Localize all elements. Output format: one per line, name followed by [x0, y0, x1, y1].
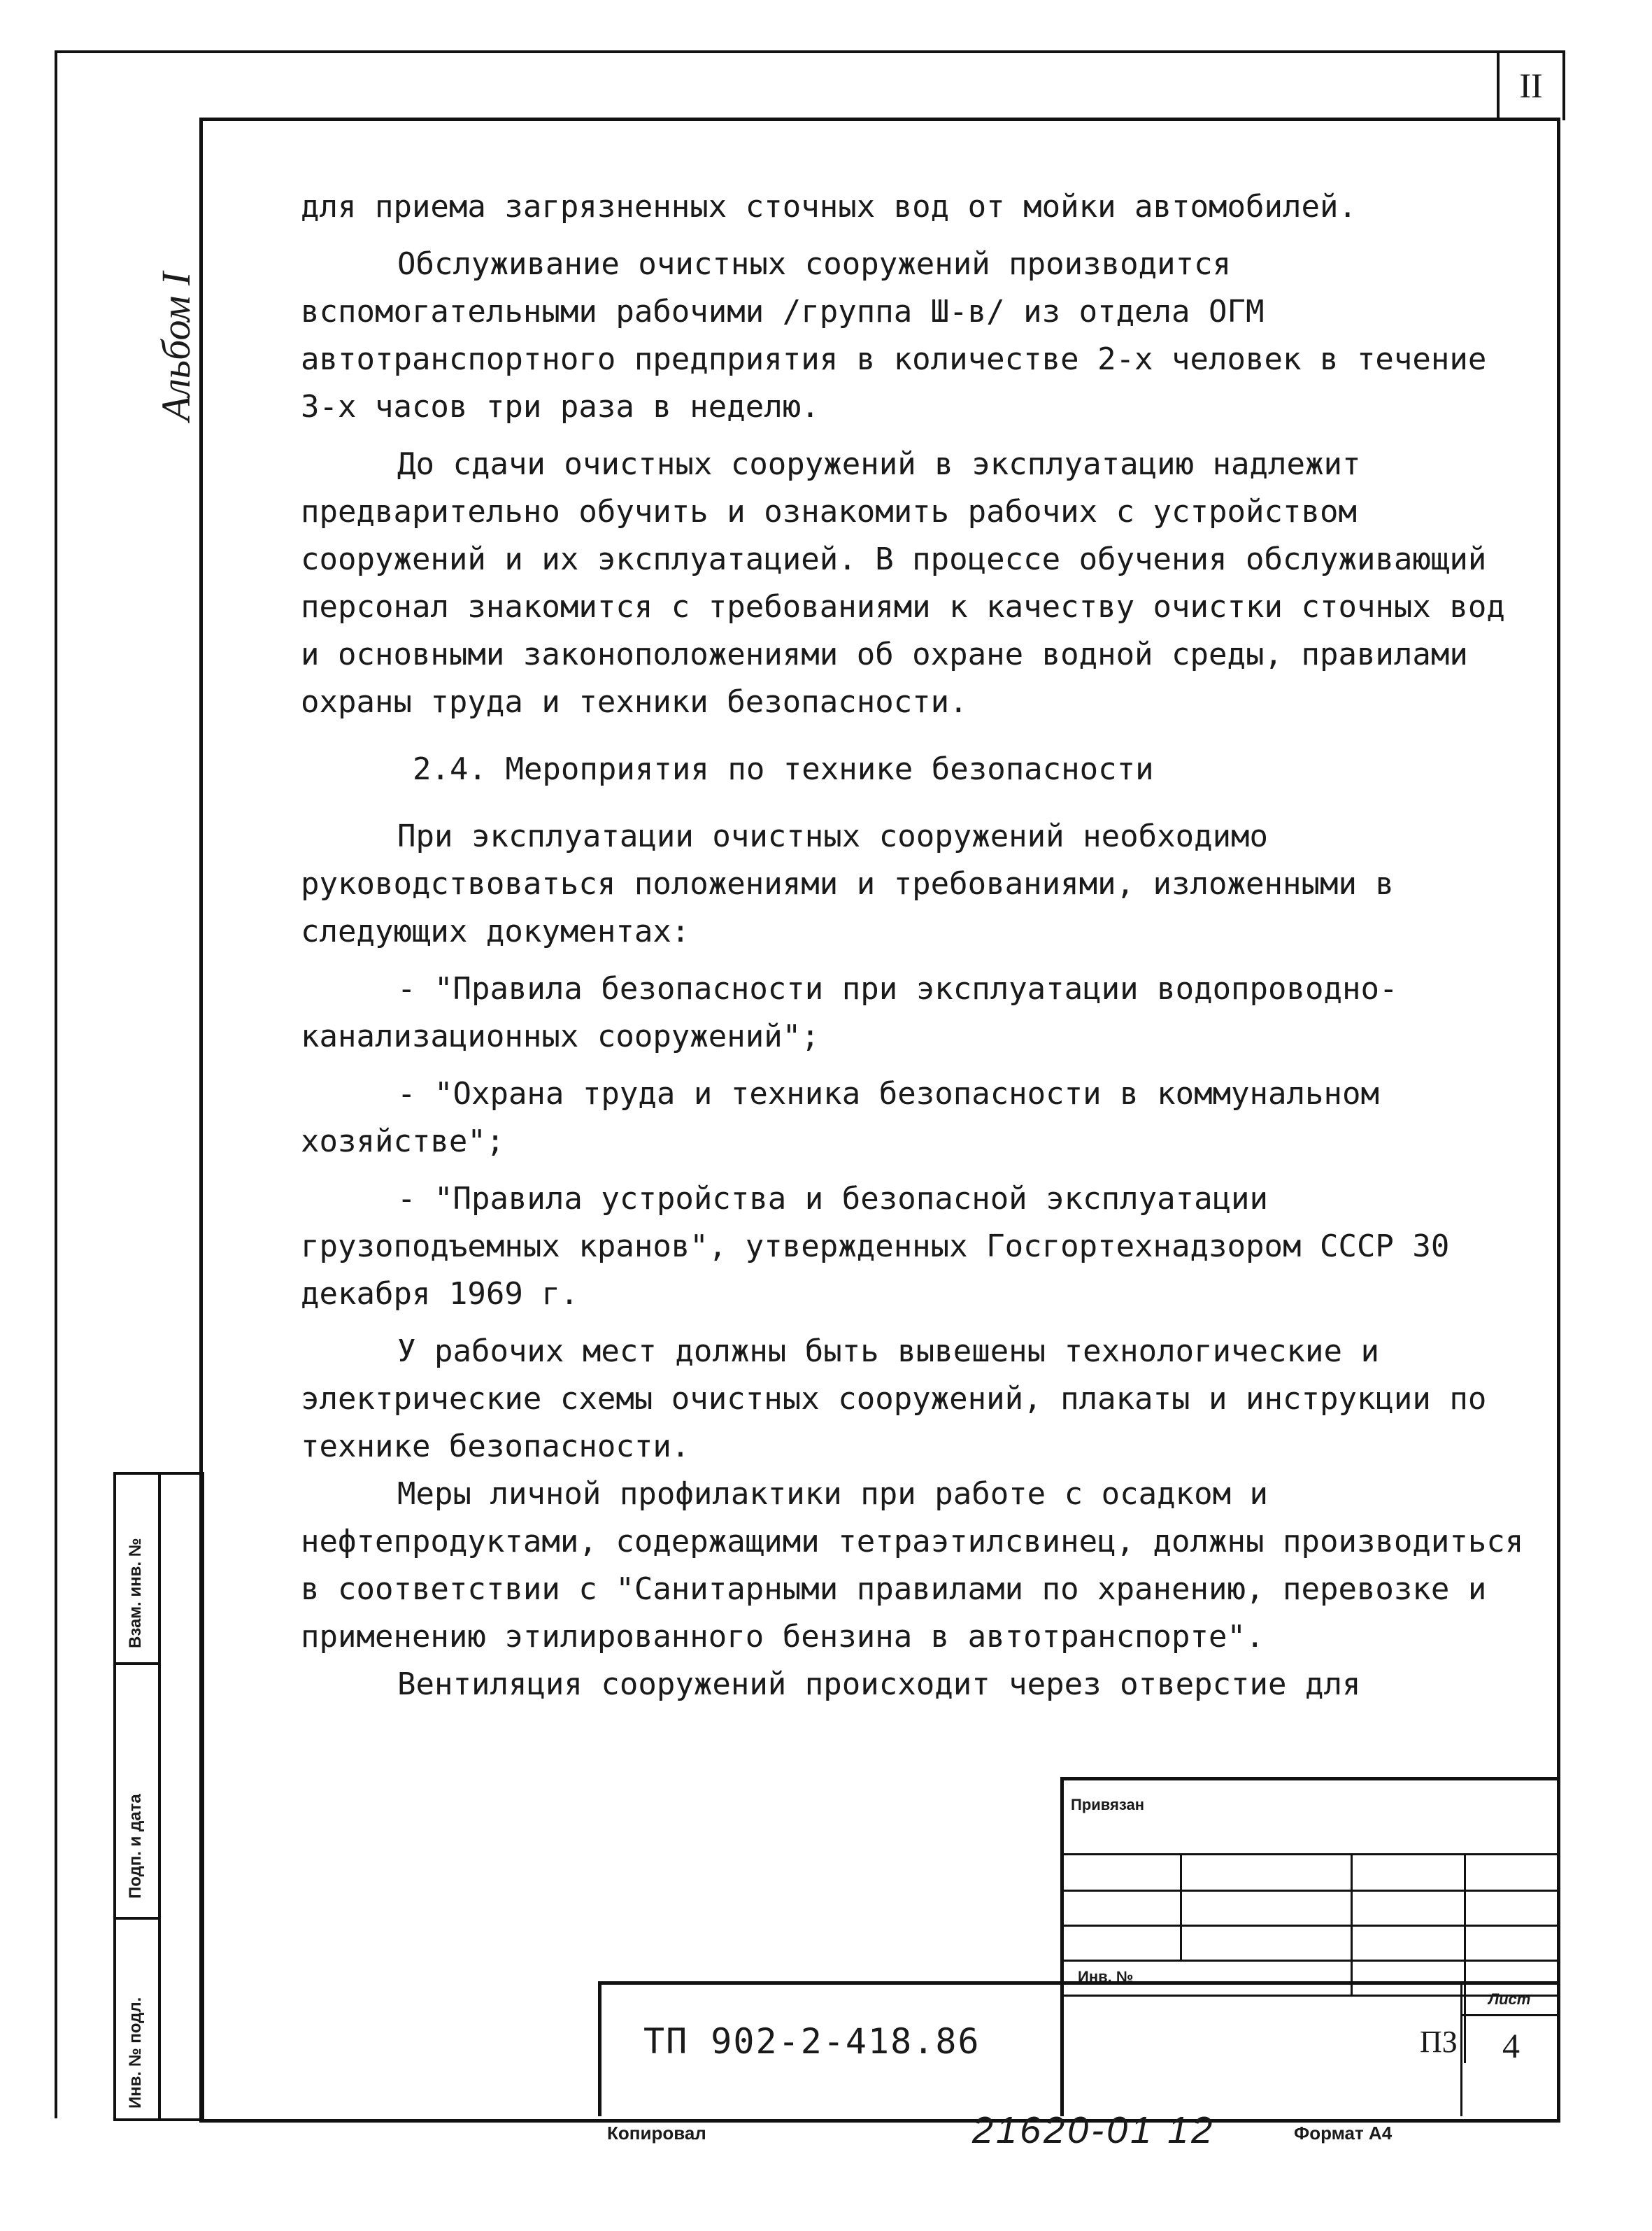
section-heading: 2.4. Мероприятия по технике безопасности	[413, 751, 1154, 787]
document-code: ТП 902-2-418.86	[643, 2021, 981, 2062]
list-item-1: - "Правила безопасности при эксплуатации водопроводно-канализационных сооружений";	[301, 971, 1398, 1054]
sheet-number: II	[1497, 50, 1565, 120]
document-body	[301, 183, 1532, 1708]
sheet-label: Лист	[1488, 1990, 1531, 2008]
paragraph-6: Меры личной профилактики при работе с осадком и нефтепродуктами, содержащими тетраэтилсвинец, должны производиться в соответствии с "Санитарными правилами по хранению, перевозке и применению этилированного бензина в автотранспорте".	[301, 1476, 1524, 1655]
inv-no-label: Инв. №	[1078, 1968, 1134, 1985]
order-number: 21620-01 12	[972, 2109, 1216, 2151]
format-label: Формат А4	[1294, 2123, 1393, 2144]
paragraph-4: При эксплуатации очистных сооружений необходимо руководствоваться положениями и требованиями, изложенными в следующих документах:	[301, 819, 1394, 949]
paragraph-3: До сдачи очистных сооружений в эксплуатацию надлежит предварительно обучить и ознакомить рабочих с устройством сооружений и их эксплуатацией. В процессе обучения обслуживающий персонал знакомится с требованиями к качеству очистки сточных вод и основными законоположениями об охране водной среды, правилами охраны труда и техники безопасности.	[301, 446, 1505, 720]
sheet-value: 4	[1502, 2026, 1520, 2065]
paragraph-7: Вентиляция сооружений происходит через отверстие для	[397, 1666, 1361, 1702]
privyazan-label: Привязан	[1071, 1796, 1145, 1813]
album-label: Альбом I	[153, 271, 199, 421]
vzam-label: Взам. инв. №	[126, 1538, 145, 1648]
podp-label: Подп. и дата	[126, 1794, 145, 1899]
paragraph-2: Обслуживание очистных сооружений производится вспомогательными рабочими /группа Ш-в/ из отдела ОГМ автотранспортного предприятия в количестве 2-х человек в течение 3-х часов три раза в неделю.	[301, 246, 1487, 425]
document-code-box	[598, 1981, 1557, 2116]
paragraph-5: У рабочих мест должны быть вывешены технологические и электрические схемы очистных сооружений, плакаты и инструкции по технике безопасности.	[301, 1333, 1487, 1464]
paragraph-1: для приема загрязненных сточных вод от мойки автомобилей.	[301, 189, 1357, 225]
copied-label: Копировал	[607, 2123, 706, 2144]
list-item-3: - "Правила устройства и безопасной эксплуатации грузоподъемных кранов", утвержденных Госгортехнадзором СССР 30 декабря 1969 г.	[301, 1181, 1450, 1312]
list-item-2: - "Охрана труда и техника безопасности в коммунальном хозяйстве";	[301, 1076, 1379, 1159]
section-code: ПЗ	[1420, 2025, 1458, 2059]
left-strip	[113, 1472, 204, 2121]
inv-label: Инв. № подл.	[126, 1997, 145, 2109]
